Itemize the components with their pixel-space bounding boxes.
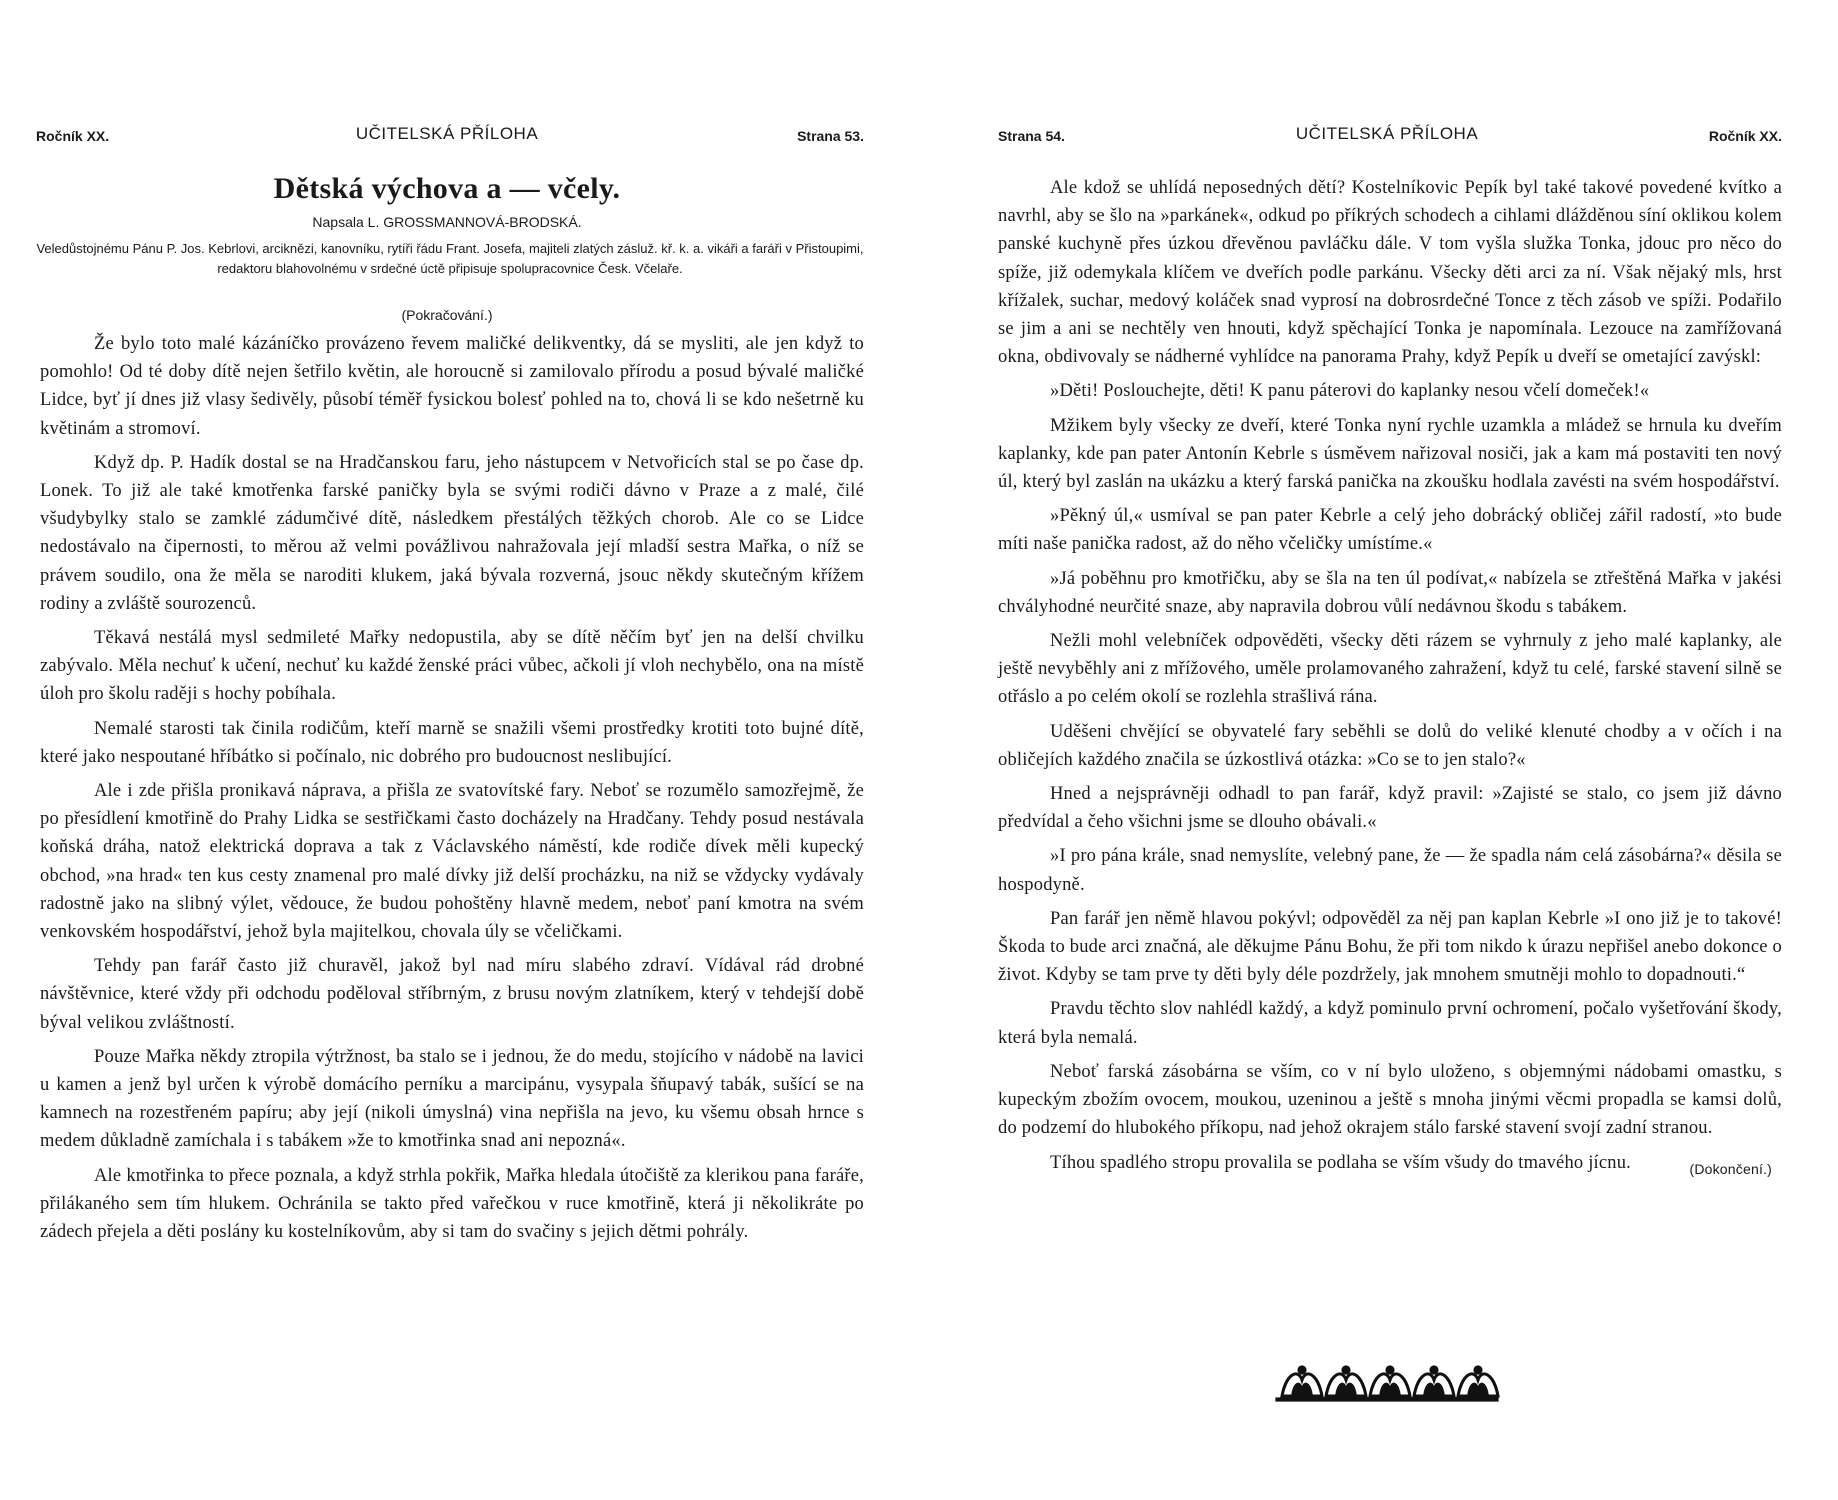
paragraph: Ale kmotřinka to přece poznala, a když strhla pokřik, Mařka hledala útočiště za klerikou pana faráře, přilákaného sem tím hlukem. Ochránila se takto před vařečkou v ruce kmotřině, která ji několikráte po zádech přejela a děti poslány ku kostelníkovům, aby si tam do svačiny s jejich dětmi pohrály. bbox=[40, 1165, 864, 1243]
paragraph: Když dp. P. Hadík dostal se na Hradčanskou faru, jeho nástupcem v Netvořicích stal se po čase dp. Lonek. To již ale také kmotřenka farské paničky byla se svými rodiči dávno v Praze a z malé, čilé všudybylky stalo se zamklé zádumčivé dítě, následkem přestálých těžkých chorob. Ale co se Lidce nedostávalo na čipernosti, to měrou až velmi povážlivou nahražovala její mladší sestra Mařka, o níž se právem soudilo, ona že měla se naroditi klukem, jaká bývala rozverná, jsouc někdy skutečným křížem rodiny a zvláště sourozenců. bbox=[40, 452, 864, 614]
left-page bbox=[30, 0, 864, 1500]
paragraph: Že bylo toto malé kázáníčko provázeno řevem maličké delikventky, dá se mysliti, ale jen když to pomohlo! Od té doby dítě nejen šetřilo květin, ale horoucně si zamilovalo přírodu a posud bývalé maličké Lidce, byť jí dnes již vlasy šedivěly, působí téměř fysickou bolesť pohled na to, chová li se kdo nešetrně ku květinám a stromoví. bbox=[40, 334, 864, 439]
journal-title: UČITELSKÁ PŘÍLOHA bbox=[1295, 124, 1479, 143]
page-number: Strana 54. bbox=[998, 128, 1065, 144]
left-running-header bbox=[30, 124, 864, 148]
paragraph: »I pro pána krále, snad nemyslíte, velebný pane, že — že spadla nám celá zásobárna?« děsila se hospodyně. bbox=[998, 846, 1782, 895]
left-body-text bbox=[40, 330, 864, 1252]
right-running-header bbox=[992, 124, 1782, 148]
paragraph: Ale i zde přišla pronikavá náprava, a přišla ze svatovítské fary. Neboť se rozumělo samozřejmě, že po přesídlení kmotřině do Prahy Lidka se sestřičkami často docházely na Hradčany. Tehdy posud nestávala koňská dráha, natož elektrická doprava a tak z Václavského náměstí, kde rodiče dívek měli kupecký obchod, »na hrad« ten kus cesty znamenal pro malé dívky již delší procházku, na niž se vždycky vydávaly radostně jako na slibný výlet, vědouce, že budou pohoštěny hlavně medem, neboť paní kmotra na svém venkovském hospodářství, jehož byla majitelkou, chovala úly se včeličkami. bbox=[40, 781, 864, 943]
paragraph: Pan farář jen němě hlavou pokývl; odpověděl za něj pan kaplan Kebrle »I ono již je to takové! Škoda to bude arci značná, ale děkujme Pánu Bohu, že při tom nikdo k úrazu nepřišel anebo dokonce o život. Kdyby se tam prve ty děti byly déle pozdržely, jak mnohem smutněji mohlo to dopadnouti.“ bbox=[998, 908, 1782, 986]
paragraph: Neboť farská zásobárna se vším, co v ní bylo uloženo, s objemnými nádobami omastku, s kupeckým zbožím ovocem, moukou, uzeninou a ještě s mnoha jinými věcmi propadla se kamsi dolů, do podzemí do hlubokého příkopu, nad jehož okrajem stálo farské stavení svojí zadní stranou. bbox=[998, 1061, 1782, 1139]
paragraph: »Já poběhnu pro kmotřičku, aby se šla na ten úl podívat,« nabízela se ztřeštěná Mařka v jakési chvályhodné neurčité snaze, aby napravila dobrou vůlí nedávnou škodu s tabákem. bbox=[998, 568, 1782, 617]
article-title: Dětská výchova a — včely. bbox=[273, 172, 621, 205]
dedication: Veledůstojnému Pánu P. Jos. Kebrlovi, arciknězi, kanovníku, rytíři řádu Frant. Josefa, majiteli zlatých zásluž. kř. k. a. vikáři a faráři v Přistoupimi, redaktoru blahovolnému v srdečné úctě připisuje spolupracovnice Česk. Včelaře. bbox=[36, 241, 864, 276]
page-number: Strana 53. bbox=[797, 128, 864, 144]
volume-label: Ročník XX. bbox=[1708, 128, 1782, 144]
right-page bbox=[992, 0, 1782, 1500]
paragraph: Mžikem byly všecky ze dveří, které Tonka nyní rychle uzamkla a mládež se hrnula ku dveřím kaplanky, kde pan pater Antonín Kebrle s úsměvem nařizoval nosiči, jak a kam má postaviti ten nový úl, který byl zaslán na ukázku a který farská panička na zkoušku hodlala zavésti na svém hospodářství. bbox=[998, 415, 1782, 493]
paragraph: Uděšeni chvějící se obyvatelé fary seběhli se dolů do veliké klenuté chodby a v očích i na obličejích každého značila se úzkostlivá otázka: »Co se to jen stalo?« bbox=[998, 721, 1782, 770]
paragraph: Pouze Mařka někdy ztropila výtržnost, ba stalo se i jednou, že do medu, stojícího v nádobě na lavici u kamen a jenž byl určen k výrobě domácího perníku a marcipánu, vysypala šňupavý tabák, sušící se na kamnech na rozestřeném papíru; aby její (nikoli úmyslná) vina nepřišla na jevo, ku všemu obsah hrnce s medem důkladně zamíchala i s tabákem »že to kmotřinka snad ani nepozná«. bbox=[40, 1046, 864, 1152]
continuation-note: (Pokračování.) bbox=[401, 307, 493, 323]
paragraph: »Pěkný úl,« usmíval se pan pater Kebrle a celý jeho dobrácký obličej zářil radostí, »to bude míti naše panička radost, až do něho včeličky umístíme.« bbox=[998, 506, 1782, 555]
paragraph: Hned a nejsprávněji odhadl to pan farář, když pravil: »Zajisté se stalo, co jsem již dávno předvídal a čeho všichni jsme se dlouho obávali.« bbox=[998, 784, 1782, 833]
paragraph: Nežli mohl velebníček odpověděti, všecky děti rázem se vyhrnuly z jeho malé kaplanky, ale ještě nevyběhly ani z mřížového, uměle prolamovaného zahražení, když tu celé, farské stavení silně se otřáslo a po celém okolí se rozlehla strašlivá rána. bbox=[998, 631, 1782, 708]
journal-title: UČITELSKÁ PŘÍLOHA bbox=[355, 124, 539, 143]
paragraph: Tíhou spadlého stropu provalila se podlaha se vším všudy do tmavého jícnu. bbox=[1050, 1152, 1632, 1173]
floral-ornament-icon bbox=[992, 1360, 1782, 1409]
paragraph: Těkavá nestálá mysl sedmileté Mařky nedopustila, aby se dítě něčím byť jen na delší chvilku zabývalo. Měla nechuť k učení, nechuť ku každé ženské práci vůbec, ačkoli jí vloh nechybělo, ona na místě úloh pro školu raději s hochy pobíhala. bbox=[40, 628, 864, 705]
paragraph: Ale kdož se uhlídá neposedných dětí? Kostelníkovic Pepík byl také takové povedené kvítko a navrhl, aby se šlo na »parkánek«, odkud po příkrých schodech a cihlami dlážděnou síní oklikou kolem panské kuchyně přes úzkou dřevěnou pavláčku dále. V tom vyšla služka Tonka, jdouc pro něco do spíže, již odemykala klíčem ve dveřích podle parkánu. Všecky děti arci za ní. Však nějaký mls, hrst křížalek, suchar, medový koláček snad vyprosí na dobrosrdečné Tonce z těch zásob ve spíži. Podařilo se jim a ani se nechtěly ven hnouti, když spěchající Tonka je napomínala. Lezouce na zamřížovaná okna, obdivovaly se nádherné vyhlídce na panorama Prahy, když Pepík u dveří se ometající zavýskl: bbox=[998, 178, 1782, 368]
ornament-graphic bbox=[1272, 1360, 1502, 1404]
volume-label: Ročník XX. bbox=[36, 128, 110, 144]
paragraph: Nemalé starosti tak činila rodičům, kteří marně se snažili všemi prostředky krotiti toto bujné dítě, které jako nespoutané hříbátko si počínalo, nic dobrého pro budoucnost neslibující. bbox=[40, 718, 864, 767]
right-body-text bbox=[998, 174, 1782, 1183]
paragraph: Tehdy pan farář často již churavěl, jakož byl nad míru slabého zdraví. Vídával rád drobné návštěvnice, které vždy při odchodu poděloval stříbrným, z brusu novým zlatníkem, který v tehdejší době býval velikou zvláštností. bbox=[40, 956, 864, 1033]
author-byline: Napsala L. GROSSMANNOVÁ-BRODSKÁ. bbox=[312, 214, 582, 230]
paragraph: »Děti! Poslouchejte, děti! K panu páterovi do kaplanky nesou včelí domeček!« bbox=[1050, 381, 1650, 402]
paragraph: Pravdu těchto slov nahlédl každý, a když pominulo první ochromení, počalo vyšetřování škody, která byla nemalá. bbox=[998, 999, 1782, 1048]
conclusion-note: (Dokončení.) bbox=[1689, 1160, 1772, 1177]
